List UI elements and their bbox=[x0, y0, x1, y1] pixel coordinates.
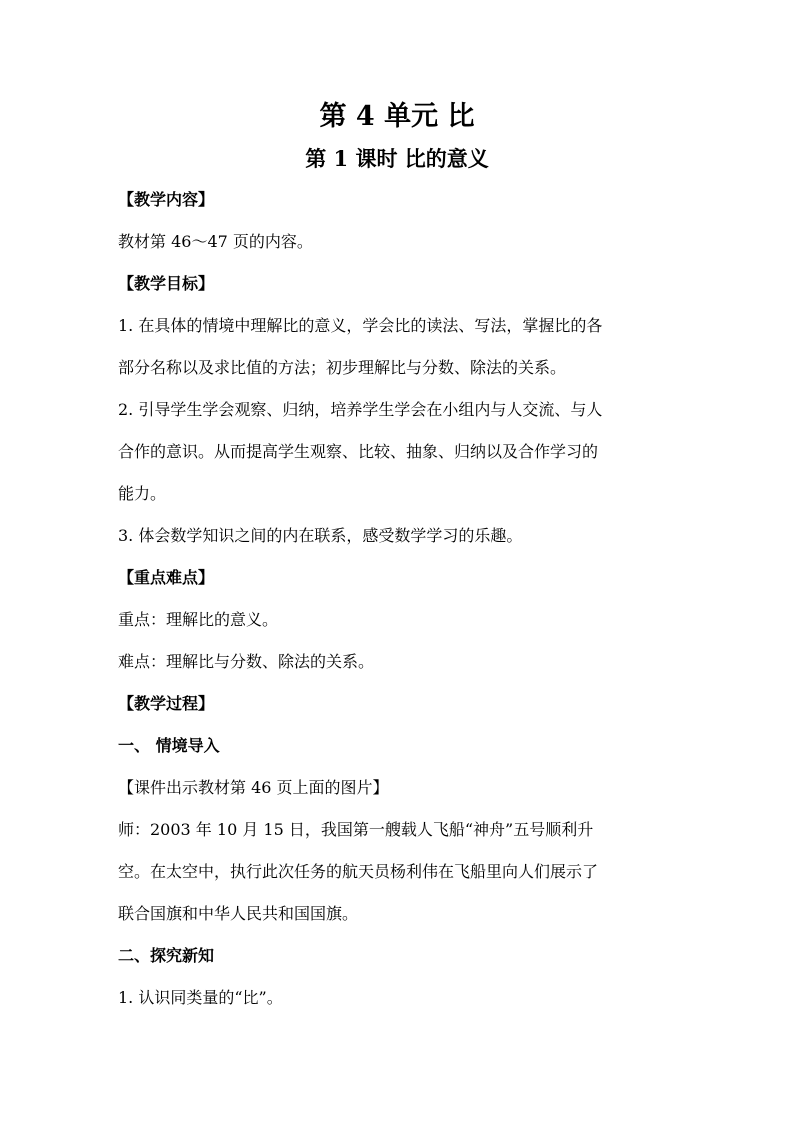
lesson-title: 第 1 课时 比的意义 bbox=[305, 146, 489, 171]
section-heading-key-points: 【重点难点】 bbox=[118, 568, 215, 587]
paragraph-line: 师：2003 年 10 月 15 日，我国第一艘载人飞船“神舟”五号顺利升 bbox=[118, 820, 594, 839]
paragraph-line: 空。在太空中，执行此次任务的航天员杨利伟在飞船里向人们展示了 bbox=[118, 862, 599, 881]
paragraph-line: 【课件出示教材第 46 页上面的图片】 bbox=[118, 778, 389, 797]
paragraph-line: 难点：理解比与分数、除法的关系。 bbox=[118, 652, 375, 671]
paragraph-line: 合作的意识。从而提高学生观察、比较、抽象、归纳以及合作学习的 bbox=[118, 442, 599, 461]
paragraph-line: 部分名称以及求比值的方法；初步理解比与分数、除法的关系。 bbox=[118, 358, 567, 377]
paragraph-line: 教材第 46～47 页的内容。 bbox=[118, 232, 313, 251]
paragraph-line: 1. 在具体的情境中理解比的意义，学会比的读法、写法，掌握比的各 bbox=[118, 316, 603, 335]
unit-title: 第 4 单元 比 bbox=[319, 101, 475, 132]
paragraph-line: 重点：理解比的意义。 bbox=[118, 610, 279, 629]
paragraph-line: 2. 引导学生学会观察、归纳，培养学生学会在小组内与人交流、与人 bbox=[118, 400, 603, 419]
subsection-heading-intro: 一、 情境导入 bbox=[118, 736, 220, 755]
paragraph-line: 联合国旗和中华人民共和国国旗。 bbox=[118, 904, 359, 923]
paragraph-line: 能力。 bbox=[118, 484, 167, 503]
paragraph-line: 3. 体会数学知识之间的内在联系，感受数学学习的乐趣。 bbox=[118, 526, 523, 545]
subsection-heading-explore: 二、探究新知 bbox=[118, 946, 215, 965]
section-heading-goals: 【教学目标】 bbox=[118, 274, 215, 293]
section-heading-content: 【教学内容】 bbox=[118, 190, 215, 209]
paragraph-line: 1. 认识同类量的“比”。 bbox=[118, 988, 283, 1007]
section-heading-process: 【教学过程】 bbox=[118, 694, 215, 713]
